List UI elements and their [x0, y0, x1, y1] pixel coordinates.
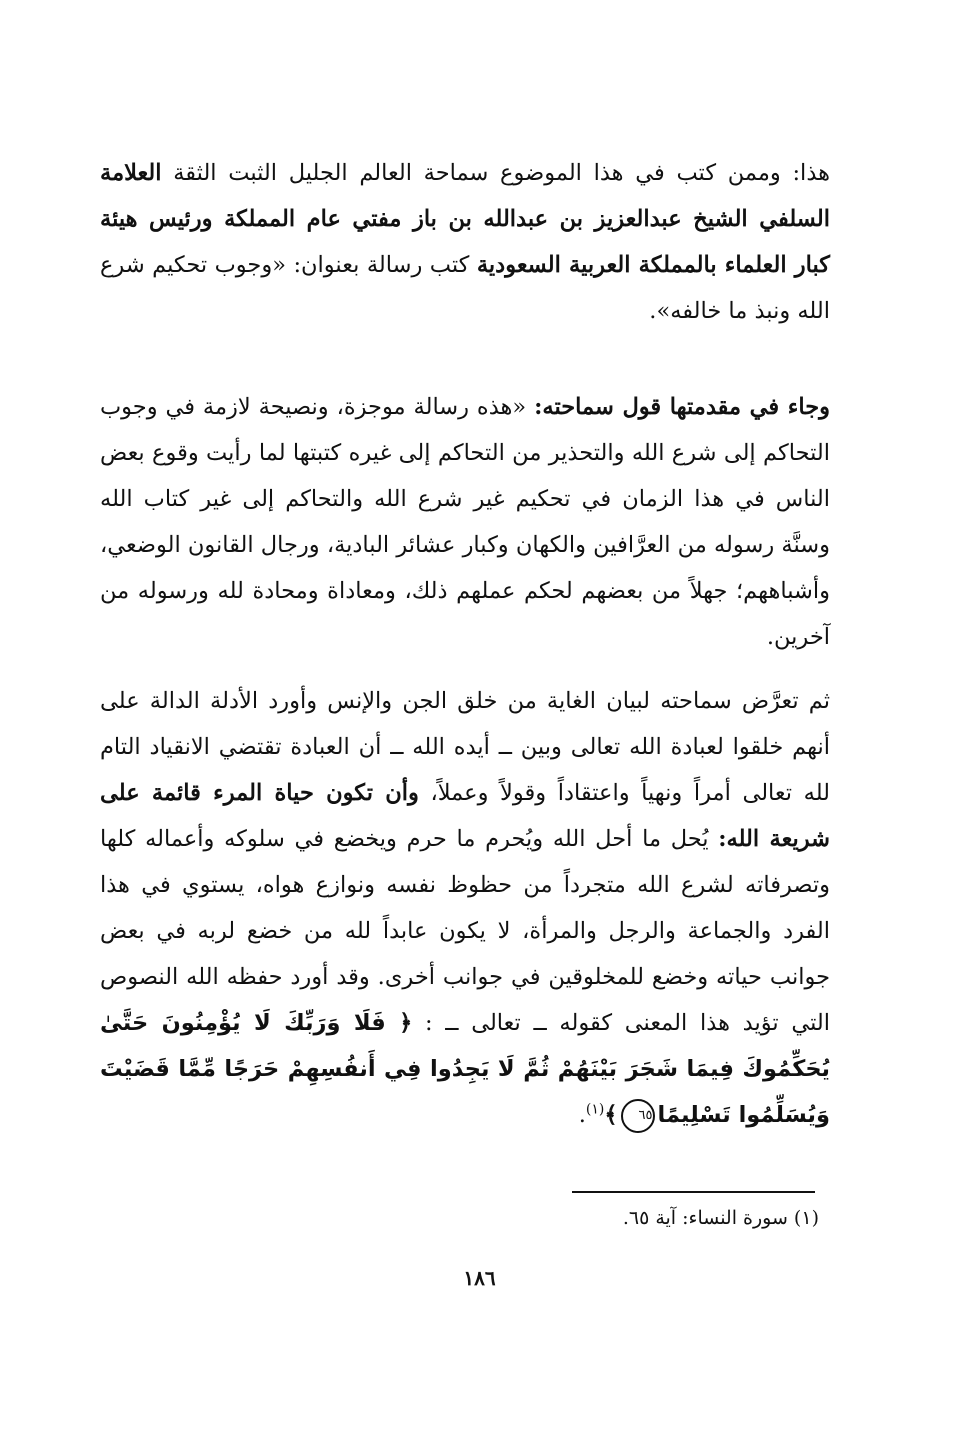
p3-end: . [578, 1102, 586, 1128]
p3-bold-phrase: وأن تكون حياة المرء قائمة على شريعة الله: [100, 780, 830, 852]
p1-text-c: كتب رسالة بعنوان: «وجوب تحكيم شرع الله ونبذ ما خالفه». [100, 252, 830, 324]
ayah-number-marker: ٦٥ [621, 1099, 655, 1133]
quran-close-bracket: ﴾ [604, 1102, 618, 1128]
footnote-reference: (١) [585, 1101, 605, 1118]
footnote-separator [572, 1191, 815, 1193]
p1-text-a: هذا: وممن كتب في هذا الموضوع سماحة العالم الجليل الثبت الثقة [161, 160, 830, 186]
paragraph-gap [100, 660, 830, 678]
page-number: ١٨٦ [463, 1266, 496, 1290]
footnote: (١) سورة النساء: آية ٦٥. [622, 1207, 819, 1229]
paragraph-1 [100, 150, 830, 334]
paragraph-gap [100, 334, 830, 384]
p2-quote: «هذه رسالة موجزة، ونصيحة لازمة في وجوب التحاكم إلى شرع الله والتحذير من التحاكم إلى غيره كتبتها لما رأيت وقوع بعض الناس في هذا الزمان في تحكيم غير شرع الله والتحاكم إلى غير كتاب الله وسنَّة رسوله من العرَّافين والكهان وكبار عشائر البادية، ورجال القانون الوضعي، وأشباههم؛ جهلاً من بعضهم لحكم عملهم ذلك، ومعاداة ومحادة لله ورسوله من آخرين. [100, 394, 830, 650]
p3-text-c: يُحل ما أحل الله ويُحرم ما حرم ويخضع في سلوكه وأعماله كلها وتصرفاته لشرع الله متجرداً من حظوظ نفسه ونوازع هواه، يستوي في هذا الفرد والجماعة والرجل والمرأة، لا يكون عابداً لله من خضع لربه في بعض جوانب حياته وخضع للمخلوقين في جوانب أخرى. وقد أورد حفظه الله النصوص التي تؤيد هذا المعنى كقوله ــ تعالى ــ : [100, 826, 830, 1036]
page-body [100, 150, 830, 1138]
quran-verse: ﴿ فَلَا وَرَبِّكَ لَا يُؤْمِنُونَ حَتَّىٰ يُحَكِّمُوكَ فِيمَا شَجَرَ بَيْنَهُمْ ثُمَّ لَا يَجِدُوا فِي أَنفُسِهِمْ حَرَجًا مِّمَّا قَضَيْتَ وَيُسَلِّمُوا تَسْلِيمًا [100, 1010, 830, 1128]
paragraph-3 [100, 678, 830, 1138]
p2-bold-intro: وجاء في مقدمتها قول سماحته: [534, 394, 830, 420]
p3-text-a: ثم تعرَّض سماحته لبيان الغاية من خلق الجن والإنس وأورد الأدلة الدالة على أنهم خلقوا لعبادة الله تعالى وبين ــ أيده الله ــ أن العبادة تقتضي الانقياد التام لله تعالى أمراً ونهياً واعتقاداً وقولاً وعملاً، [100, 688, 830, 806]
p1-bold-name: العلامة السلفي الشيخ عبدالعزيز بن عبدالله بن باز مفتي عام المملكة ورئيس هيئة كبار العلماء بالمملكة العربية السعودية [100, 160, 830, 278]
paragraph-2 [100, 384, 830, 660]
